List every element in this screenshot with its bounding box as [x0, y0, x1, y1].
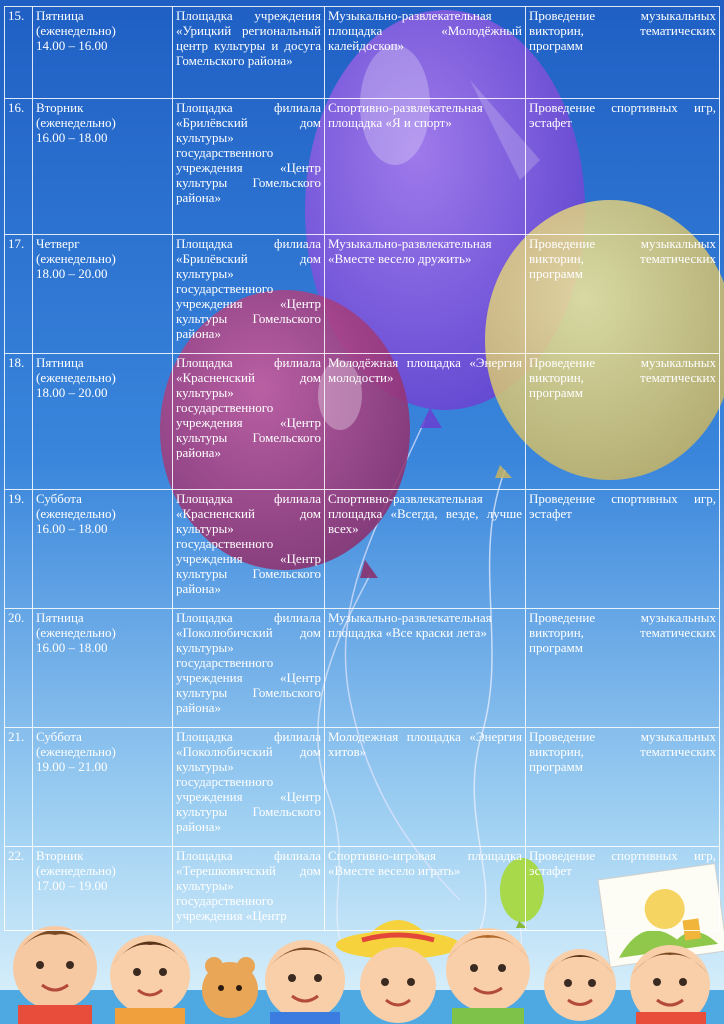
time-range: 16.00 – 18.00 — [36, 130, 108, 145]
activity-cell — [526, 99, 720, 235]
activity-text: Проведение музыкальных викторин, тематических программ — [529, 8, 716, 53]
venue-cell — [173, 7, 325, 99]
day-time-cell — [33, 609, 173, 728]
day-label: Пятница — [36, 355, 84, 370]
activity-text: Проведение музыкальных викторин, тематических программ — [529, 236, 716, 281]
frequency-label: (еженедельно) — [36, 506, 116, 521]
time-range: 16.00 – 18.00 — [36, 640, 108, 655]
day-time-cell — [33, 490, 173, 609]
table-row — [5, 490, 720, 609]
day-label: Суббота — [36, 491, 82, 506]
day-label: Суббота — [36, 729, 82, 744]
day-time-cell — [33, 235, 173, 354]
venue-cell — [173, 609, 325, 728]
day-time-cell — [33, 99, 173, 235]
table-row — [5, 7, 720, 99]
frequency-label: (еженедельно) — [36, 863, 116, 878]
event-cell — [325, 490, 526, 609]
day-label: Пятница — [36, 610, 84, 625]
time-range: 16.00 – 18.00 — [36, 521, 108, 536]
row-number: 22. — [5, 847, 33, 931]
activity-cell — [526, 490, 720, 609]
frequency-label: (еженедельно) — [36, 625, 116, 640]
venue-text: Площадка филиала «Красненский дом культуры» государственного учреждения «Центр культуры Гомельского района» — [176, 491, 321, 596]
day-label: Вторник — [36, 848, 84, 863]
venue-cell — [173, 490, 325, 609]
event-cell — [325, 728, 526, 847]
table-row — [5, 99, 720, 235]
venue-text: Площадка филиала «Поколюбичский дом культуры» государственного учреждения «Центр культуры Гомельского района» — [176, 610, 321, 715]
row-number: 21. — [5, 728, 33, 847]
venue-cell — [173, 235, 325, 354]
venue-text: Площадка филиала «Терешковичский дом культуры» государственного учреждения «Центр — [176, 848, 321, 923]
venue-text: Площадка филиала «Брилёвский дом культуры» государственного учреждения «Центр культуры Гомельского района» — [176, 236, 321, 341]
day-time-cell — [33, 847, 173, 931]
event-text: Музыкально-развлекательная площадка «Молодёжный калейдоскоп» — [328, 8, 522, 53]
row-number: 16. — [5, 99, 33, 235]
event-cell — [325, 847, 526, 931]
event-text: Спортивно-развлекательная площадка «Я и спорт» — [328, 100, 483, 130]
activity-cell — [526, 7, 720, 99]
activity-text: Проведение музыкальных викторин, тематических программ — [529, 610, 716, 655]
event-text: Спортивно-развлекательная площадка «Всегда, везде, лучше всех» — [328, 491, 522, 536]
activity-cell — [526, 235, 720, 354]
activity-text: Проведение музыкальных викторин, тематических программ — [529, 729, 716, 774]
venue-text: Площадка филиала «Поколюбичский дом культуры» государственного учреждения «Центр культуры Гомельского района» — [176, 729, 321, 834]
time-range: 18.00 – 20.00 — [36, 266, 108, 281]
activity-cell — [526, 354, 720, 490]
day-label: Вторник — [36, 100, 84, 115]
table-row — [5, 235, 720, 354]
activity-text: Проведение спортивных игр, эстафет — [529, 100, 716, 130]
time-range: 18.00 – 20.00 — [36, 385, 108, 400]
row-number: 17. — [5, 235, 33, 354]
time-range: 19.00 – 21.00 — [36, 759, 108, 774]
day-time-cell — [33, 728, 173, 847]
event-cell — [325, 609, 526, 728]
activity-text: Проведение спортивных игр, эстафет — [529, 491, 716, 521]
venue-cell — [173, 728, 325, 847]
event-cell — [325, 354, 526, 490]
day-time-cell — [33, 354, 173, 490]
table-row — [5, 847, 720, 931]
venue-cell — [173, 847, 325, 931]
activity-text: Проведение музыкальных викторин, тематических программ — [529, 355, 716, 400]
day-label: Четверг — [36, 236, 80, 251]
day-time-cell — [33, 7, 173, 99]
table-row — [5, 728, 720, 847]
frequency-label: (еженедельно) — [36, 115, 116, 130]
event-text: Музыкально-развлекательная «Вместе весело дружить» — [328, 236, 492, 266]
event-text: Спортивно-игровая площадка «Вместе весело играть» — [328, 848, 522, 878]
time-range: 17.00 – 19.00 — [36, 878, 108, 893]
venue-cell — [173, 99, 325, 235]
event-text: Музыкально-развлекательная площадка «Все краски лета» — [328, 610, 492, 640]
frequency-label: (еженедельно) — [36, 251, 116, 266]
venue-cell — [173, 354, 325, 490]
activity-text: Проведение спортивных игр, эстафет — [529, 848, 716, 878]
activity-cell — [526, 728, 720, 847]
row-number: 18. — [5, 354, 33, 490]
table-row — [5, 354, 720, 490]
activity-cell — [526, 609, 720, 728]
event-text: Молодежная площадка «Энергия хитов» — [328, 729, 522, 759]
frequency-label: (еженедельно) — [36, 744, 116, 759]
event-cell — [325, 99, 526, 235]
venue-text: Площадка учреждения «Урицкий региональный центр культуры и досуга Гомельского района» — [176, 8, 321, 68]
schedule-table — [4, 6, 720, 931]
event-cell — [325, 235, 526, 354]
frequency-label: (еженедельно) — [36, 23, 116, 38]
row-number: 19. — [5, 490, 33, 609]
table-row — [5, 609, 720, 728]
row-number: 15. — [5, 7, 33, 99]
activity-cell — [526, 847, 720, 931]
event-text: Молодёжная площадка «Энергия молодости» — [328, 355, 522, 385]
frequency-label: (еженедельно) — [36, 370, 116, 385]
day-label: Пятница — [36, 8, 84, 23]
event-cell — [325, 7, 526, 99]
time-range: 14.00 – 16.00 — [36, 38, 108, 53]
row-number: 20. — [5, 609, 33, 728]
venue-text: Площадка филиала «Красненский дом культуры» государственного учреждения «Центр культуры Гомельского района» — [176, 355, 321, 460]
venue-text: Площадка филиала «Брилёвский дом культуры» государственного учреждения «Центр культуры Гомельского района» — [176, 100, 321, 205]
